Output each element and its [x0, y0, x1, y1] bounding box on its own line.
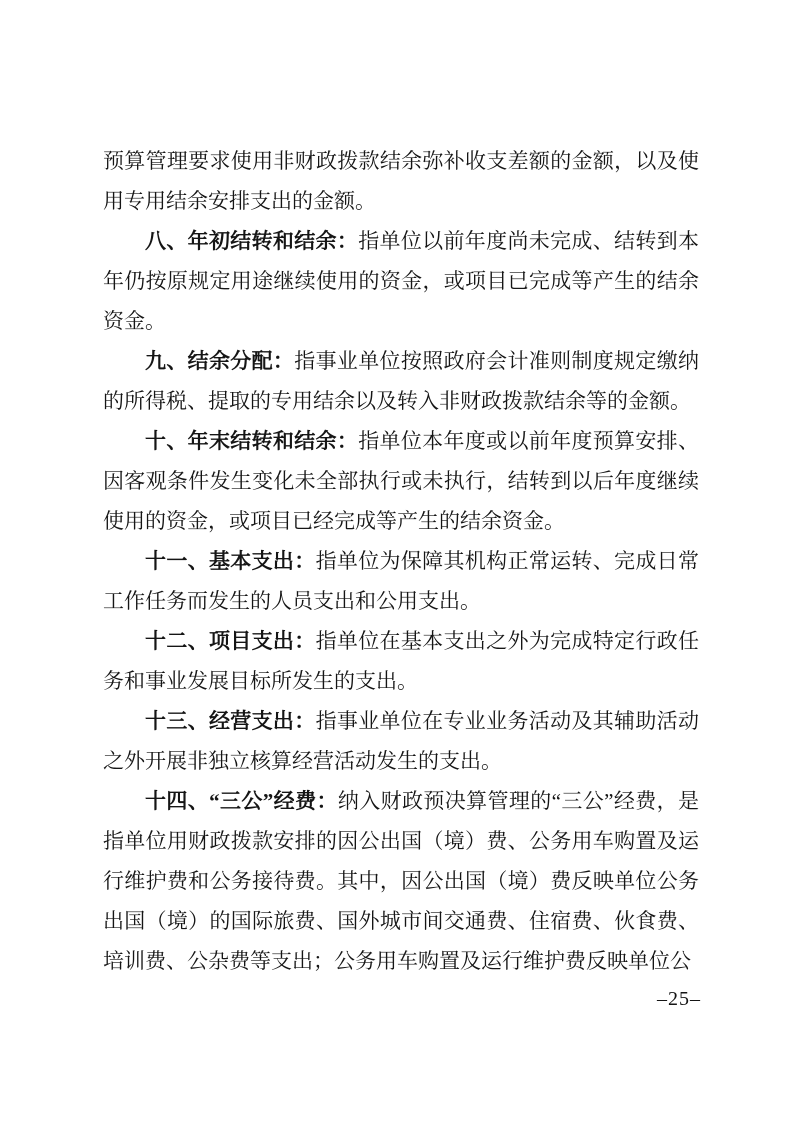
definition-text: 指单位在基本支出之外为完成特定行政任务和事业发展目标所发生的支出。 — [103, 629, 700, 693]
paragraph — [103, 621, 699, 701]
definition-text: 指事业单位按照政府会计准则制度规定缴纳的所得税、提取的专用结余以及转入非财政拨款结余等的金额。 — [103, 349, 700, 413]
definition-text: 指单位以前年度尚未完成、结转到本年仍按原规定用途继续使用的资金，或项目已完成等产生的结余资金。 — [103, 229, 700, 333]
paragraph — [103, 221, 699, 341]
paragraph — [103, 341, 699, 421]
paragraph — [103, 781, 699, 981]
term-label: 十二、项目支出： — [145, 629, 316, 653]
definition-text: 预算管理要求使用非财政拨款结余弥补收支差额的金额，以及使用专用结余安排支出的金额。 — [103, 149, 699, 213]
definition-text: 纳入财政预决算管理的“三公”经费，是指单位用财政拨款安排的因公出国（境）费、公务用车购置及运行维护费和公务接待费。其中，因公出国（境）费反映单位公务出国（境）的国际旅费、国外城市间交通费、住宿费、伙食费、培训费、公杂费等支出；公务用车购置及运行维护费反映单位公 — [103, 789, 700, 973]
definition-text: 指事业单位在专业业务活动及其辅助活动之外开展非独立核算经营活动发生的支出。 — [103, 709, 700, 773]
page-number: –25– — [657, 988, 701, 1010]
definition-text: 指单位为保障其机构正常运转、完成日常工作任务而发生的人员支出和公用支出。 — [103, 549, 700, 613]
paragraph — [103, 541, 699, 621]
term-label: 十一、基本支出： — [145, 549, 316, 573]
term-label: 九、结余分配： — [145, 349, 295, 373]
paragraph — [103, 141, 699, 221]
paragraph — [103, 701, 699, 781]
document-body — [103, 141, 699, 981]
term-label: 十三、经营支出： — [145, 709, 316, 733]
term-label: 十、年末结转和结余： — [145, 429, 359, 453]
paragraph — [103, 421, 699, 541]
term-label: 八、年初结转和结余： — [145, 229, 359, 253]
definition-text: 指单位本年度或以前年度预算安排、因客观条件发生变化未全部执行或未执行，结转到以后年度继续使用的资金，或项目已经完成等产生的结余资金。 — [103, 429, 700, 533]
term-label: 十四、“三公”经费： — [145, 789, 338, 813]
